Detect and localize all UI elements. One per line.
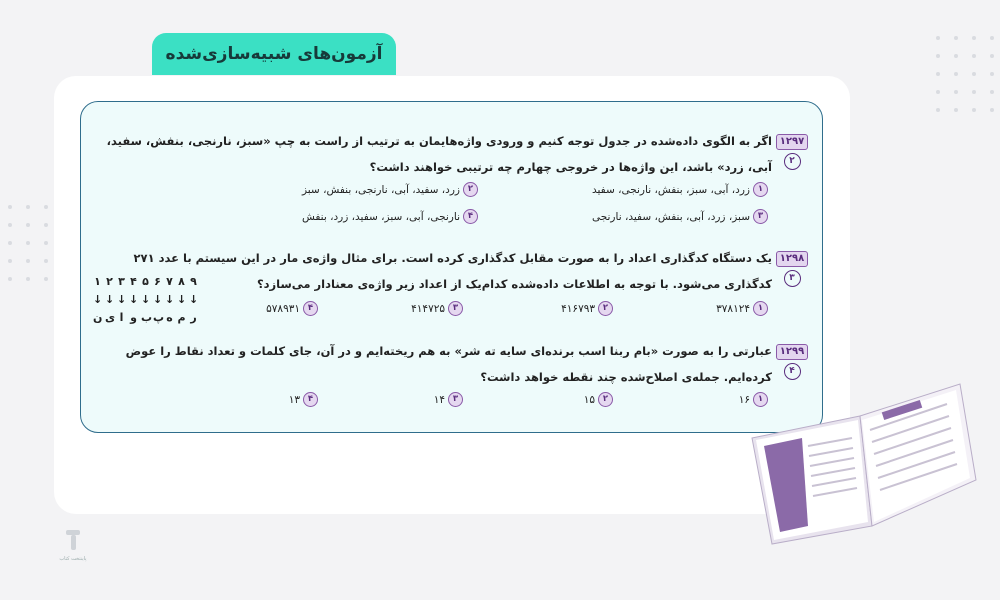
code-letter: ر: [190, 310, 197, 324]
code-table: [93, 272, 198, 326]
open-book-illustration: [742, 376, 978, 546]
question-number-badge: ۱۲۹۷: [776, 134, 808, 150]
option-text: ۱۴: [433, 393, 445, 406]
question-1299: [95, 338, 808, 420]
options-list: [95, 299, 808, 329]
publisher-logo: [58, 528, 88, 568]
options-list: [95, 390, 808, 420]
code-arrows-row: [93, 290, 198, 308]
option-number: ۳: [753, 209, 768, 224]
question-1298: [95, 245, 808, 329]
answer-key-badge: ۳: [784, 270, 801, 287]
code-letter: پ: [153, 310, 165, 324]
questions-box: [80, 101, 823, 433]
code-letter: ن: [93, 310, 103, 324]
logo-text: پاینتخت کتاب: [59, 556, 87, 562]
answer-key-badge: ۴: [784, 363, 801, 380]
code-digit: ۱: [94, 274, 101, 288]
option-2[interactable]: [584, 392, 613, 407]
option-number: ۳: [448, 392, 463, 407]
code-digit: ۳: [118, 274, 125, 288]
option-number: ۴: [303, 392, 318, 407]
answer-key-badge: ۲: [784, 153, 801, 170]
code-digit: ۸: [178, 274, 185, 288]
arrow-down-icon: ↓: [177, 292, 187, 306]
option-text: ۴۱۴۷۲۵: [411, 302, 445, 315]
arrow-down-icon: ↓: [105, 292, 115, 306]
code-digit: ۹: [190, 274, 197, 288]
question-1297: [95, 128, 808, 223]
question-number-badge: ۱۲۹۹: [776, 344, 808, 360]
option-number: ۳: [448, 301, 463, 316]
option-1[interactable]: [592, 182, 768, 197]
option-4[interactable]: [289, 392, 318, 407]
decorative-dots-left: [8, 205, 48, 281]
code-digit: ۷: [166, 274, 173, 288]
code-letter: م: [177, 310, 186, 324]
question-number-badge: ۱۲۹۸: [776, 251, 808, 267]
logo-icon: [63, 528, 83, 552]
option-text: زرد، سفید، آبی، نارنجی، بنفش، سبز: [301, 183, 460, 196]
options-list: [95, 180, 808, 223]
option-text: ۱۶: [738, 393, 750, 406]
option-number: ۴: [303, 301, 318, 316]
option-4[interactable]: [266, 301, 318, 316]
code-digit: ۵: [142, 274, 149, 288]
option-text: ۵۷۸۹۳۱: [266, 302, 300, 315]
option-3[interactable]: [434, 392, 463, 407]
option-2[interactable]: [302, 182, 478, 197]
option-1[interactable]: [716, 301, 768, 316]
code-letter: ا: [119, 310, 124, 324]
option-number: ۲: [598, 392, 613, 407]
option-4[interactable]: [302, 209, 478, 224]
page-title: آزمون‌های شبیه‌سازی‌شده: [152, 33, 396, 75]
code-letter: ب: [141, 310, 153, 324]
option-text: ۳۷۸۱۲۴: [716, 302, 750, 315]
code-letter: ه: [166, 310, 173, 324]
option-number: ۱: [753, 182, 768, 197]
arrow-down-icon: ↓: [93, 292, 103, 306]
option-text: نارنجی، آبی، سبز، سفید، زرد، بنفش: [301, 210, 460, 223]
option-text: ۱۵: [583, 393, 595, 406]
option-number: ۴: [463, 209, 478, 224]
code-letter: ی: [105, 310, 116, 324]
code-digits-row: [93, 272, 198, 290]
code-digit: ۴: [130, 274, 137, 288]
arrow-down-icon: ↓: [117, 292, 127, 306]
code-letter: و: [130, 310, 137, 324]
option-2[interactable]: [561, 301, 613, 316]
code-digit: ۲: [106, 274, 113, 288]
question-text: عبارتی را به صورت «بام ربنا اسب برنده‌ای سایه ته شر» به هم ریخته‌ایم و در آن، جای کلمات و تعداد نقاط را عوض کرده‌ایم. جمله‌ی اصلاح‌شده چند نقطه خواهد داشت؟: [125, 344, 772, 384]
decorative-dots-right: [936, 36, 994, 112]
option-text: ۱۳: [288, 393, 300, 406]
question-text: اگر به الگوی داده‌شده در جدول توجه کنیم و ورودی واژه‌هایمان به ترتیب از راست به چپ «سبز، نارنجی، بنفش، سفید، آبی، زرد» باشد، این واژه‌ها در خروجی چهارم چه ترتیبی خواهند داشت؟: [106, 134, 772, 174]
arrow-down-icon: ↓: [153, 292, 163, 306]
code-letters-row: [93, 308, 198, 326]
option-text: زرد، آبی، سبز، بنفش، نارنجی، سفید: [591, 183, 750, 196]
arrow-down-icon: ↓: [189, 292, 199, 306]
option-3[interactable]: [592, 209, 768, 224]
option-number: ۱: [753, 301, 768, 316]
code-digit: ۶: [154, 274, 161, 288]
option-text: سبز، زرد، آبی، بنفش، سفید، نارنجی: [591, 210, 750, 223]
arrow-down-icon: ↓: [129, 292, 139, 306]
question-text: یک دستگاه کدگذاری اعداد را به صورت مقابل کدگذاری کرده است. برای مثال واژه‌ی مار در این سیستم با عدد ۲۷۱ کدگذاری می‌شود. با توجه به اطلاعات داده‌شده کدام‌یک از اعداد زیر واژه‌ی معنادار می‌سازد؟: [133, 251, 772, 291]
option-number: ۲: [598, 301, 613, 316]
arrow-down-icon: ↓: [165, 292, 175, 306]
arrow-down-icon: ↓: [141, 292, 151, 306]
option-3[interactable]: [411, 301, 463, 316]
option-number: ۲: [463, 182, 478, 197]
option-number: ۱: [753, 392, 768, 407]
option-text: ۴۱۶۷۹۳: [561, 302, 595, 315]
